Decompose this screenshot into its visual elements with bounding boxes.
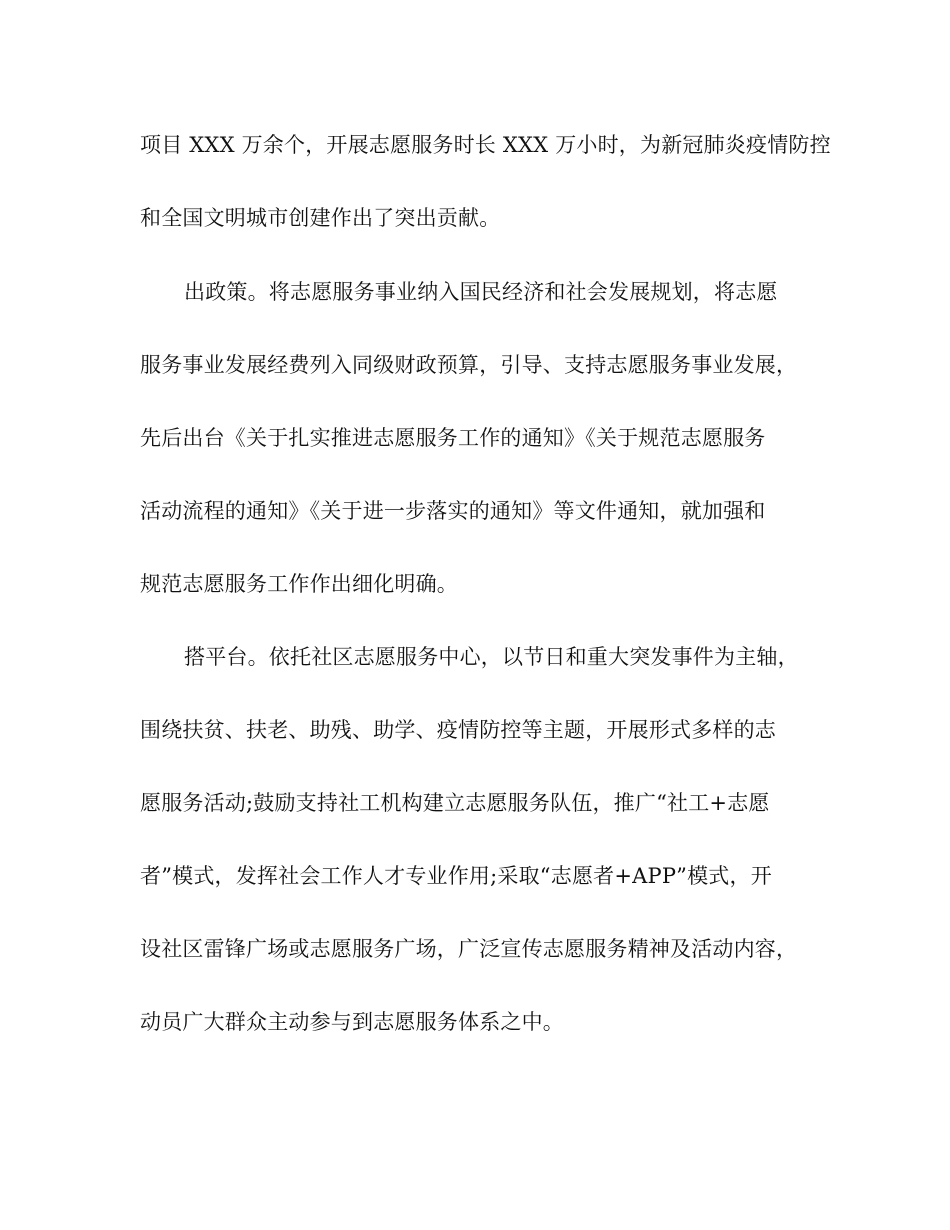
text-line: 和全国文明城市创建作出了突出贡献。 xyxy=(140,206,501,230)
text-line: 活动流程的通知》《关于进一步落实的通知》等文件通知，就加强和 xyxy=(140,499,766,523)
text-line: 动员广大群众主动参与到志愿服务体系之中。 xyxy=(140,1010,564,1034)
text-line: 服务事业发展经费列入同级财政预算，引导、支持志愿服务事业发展， xyxy=(140,353,798,377)
text-line: 规范志愿服务工作作出细化明确。 xyxy=(140,572,458,596)
text-line: 愿服务活动;鼓励支持社工机构建立志愿服务队伍，推广“社工+志愿 xyxy=(140,791,770,815)
paragraph-start-line: 出政策。将志愿服务事业纳入国民经济和社会发展规划，将志愿 xyxy=(184,280,778,304)
text-line: 先后出台《关于扎实推进志愿服务工作的通知》《关于规范志愿服务 xyxy=(140,426,766,450)
text-line: 项目 XXX 万余个，开展志愿服务时长 XXX 万小时，为新冠肺炎疫情防控 xyxy=(140,133,831,157)
text-line: 者”模式，发挥社会工作人才专业作用;采取“志愿者+APP”模式，开 xyxy=(140,864,772,888)
text-line: 围绕扶贫、扶老、助残、助学、疫情防控等主题，开展形式多样的志 xyxy=(140,718,776,742)
paragraph-start-line: 搭平台。依托社区志愿服务中心，以节日和重大突发事件为主轴， xyxy=(184,645,799,669)
text-line: 设社区雷锋广场或志愿服务广场，广泛宣传志愿服务精神及活动内容， xyxy=(140,937,798,961)
